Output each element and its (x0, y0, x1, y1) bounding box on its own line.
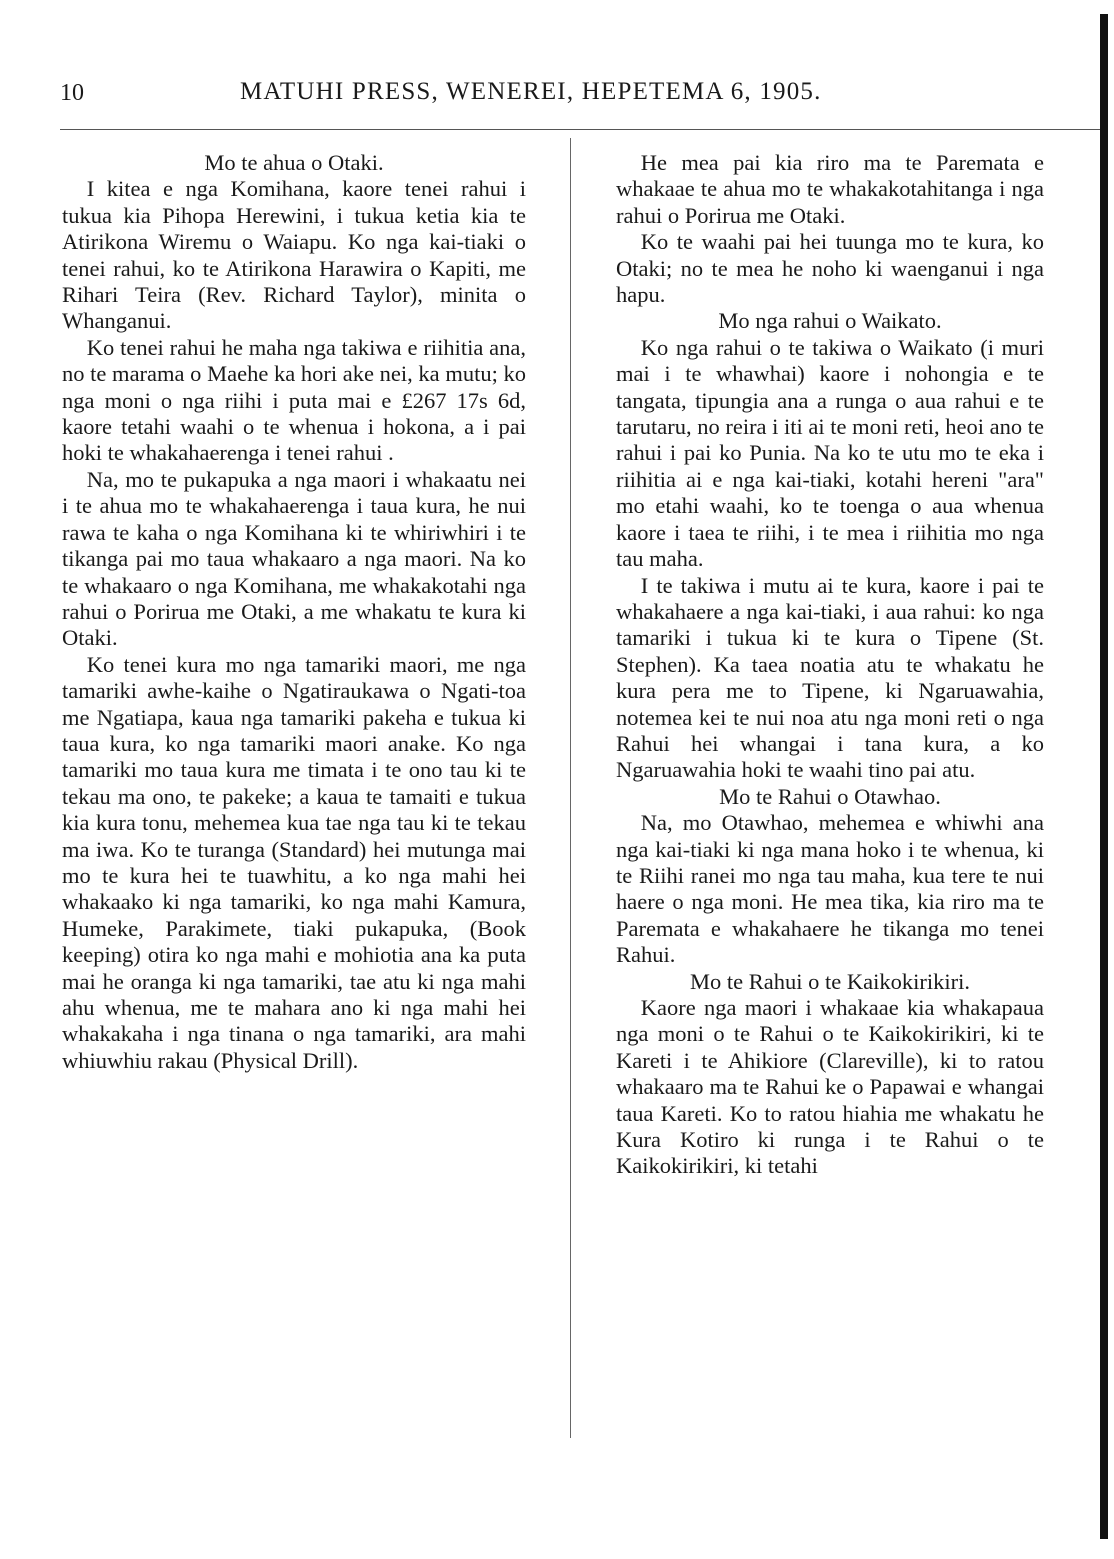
left-column (62, 150, 526, 1074)
paragraph: Ko tenei kura mo nga tamariki maori, me nga tamariki awhe-kaihe o Ngatiraukawa o Ngati-toa me Ngatiapa, kaua nga tamariki pakeha e tukua ki taua kura, ko nga tamariki maori anake. Ko nga tamariki mo taua kura me timata i te ono tau ki te tekau ma ono, te pakeke; a kaua te tamaiti e tukua kia kura tonu, mehemea kua tae nga tau ki te tekau ma iwa. Ko te turanga (Standard) hei mutunga mai mo te kura hei te tuawhitu, a ko nga mahi hei whakaako ki nga tamariki, ko nga mahi Kamura, Humeke, Parakimete, tiaki pukapuka, (Book keeping) otira ko nga mahi e mohiotia ana ka puta mai he oranga ki nga tamariki, tae atu ki nga mahi ahu whenua, me te mahara ano ki nga mahi hei whakakaha i nga tinana o nga tamariki, ara mahi whiuwhiu rakau (Physical Drill). (62, 651, 526, 1073)
paragraph: I kitea e nga Komihana, kaore tenei rahui i tukua kia Pihopa Herewini, i tukua ketia kia te Atirikona Wiremu o Waiapu. Ko nga kai-tiaki o tenei rahui, ko te Atirikona Harawira o Kapiti, me Rihari Teira (Rev. Richard Taylor), minita o Whanganui. (62, 176, 526, 334)
page-number: 10 (60, 80, 84, 106)
paragraph: Kaore nga maori i whakaae kia whakapaua nga moni o te Rahui o te Kaikokirikiri, ki te Kareti i te Ahikiore (Clareville), ki to ratou whakaaro ma te Rahui ke o Papawai e whangai taua Kareti. Ko to ratou hiahia me whakatu he Kura Kotiro ki runga i te Rahui o te Kaikokirikiri, ki tetahi (616, 995, 1044, 1179)
header-rule (60, 129, 1100, 130)
column-divider (570, 138, 571, 1438)
paragraph: Ko tenei rahui he maha nga takiwa e riihitia ana, no te marama o Maehe ka hori ake nei, ka mutu; ko nga moni o nga riihi i puta mai e £267 17s 6d, kaore tetahi waahi o te whenua i hokona, a i pai hoki te whakahaerenga i tenei rahui . (62, 334, 526, 466)
paragraph: Ko te waahi pai hei tuunga mo te kura, ko Otaki; no te mea he noho ki waenganui i nga hapu. (616, 229, 1044, 308)
paragraph: Na, mo Otawhao, mehemea e whiwhi ana nga kai-tiaki ki nga mana hoko i te whenua, ki te Riihi ranei mo nga tau maha, kua tere te nui haere o nga moni. He mea tika, kia riro ma te Paremata e whakahaere he tikanga mo tenei Rahui. (616, 810, 1044, 968)
paragraph: I te takiwa i mutu ai te kura, kaore i pai te whakahaere a nga kai-tiaki, i aua rahui: ko nga tamariki i tukua ki te kura o Tipene (St. Stephen). Ka taea noatia atu te whakatu he kura pera me to Tipene, ki Ngaruawahia, notemea kei te nui noa atu nga moni reti o nga Rahui hei whangai i tana kura, a ko Ngaruawahia hoki te waahi tino pai atu. (616, 572, 1044, 783)
running-title: MATUHI PRESS, WENEREI, HEPETEMA 6, 1905. (240, 78, 822, 105)
section-heading-waikato: Mo nga rahui o Waikato. (718, 308, 942, 334)
right-column (616, 150, 1044, 1180)
paragraph: Ko nga rahui o te takiwa o Waikato (i muri mai i te whawhai) kaore i nohongia e te tangata, tipungia ana a runga o aua rahui e te tarutaru, no reira i iti ai te moni reti, heoi ano te rahui i pai ko Punia. Na ko te utu mo te eka i riihitia ai e nga kai-tiaki, kotahi hereni "ara" mo etahi waahi, ko te toenga o aua whenua kaore i taea te riihi, i te mea i riihitia mo nga tau maha. (616, 334, 1044, 572)
paragraph: Na, mo te pukapuka a nga maori i whakaatu nei i te ahua mo te whakahaerenga i taua kura, he nui rawa te kaha o nga Komihana ki te whiriwhiri i te tikanga pai mo taua whakaaro a nga maori. Na ko te whakaaro o nga Komihana, me whakakotahi nga rahui o Porirua me Otaki, a me whakatu te kura ki Otaki. (62, 466, 526, 651)
right-edge-bar (1100, 14, 1108, 1539)
section-heading-otawhao: Mo te Rahui o Otawhao. (719, 783, 941, 809)
section-heading-otaki: Mo te ahua o Otaki. (204, 150, 384, 175)
paragraph: He mea pai kia riro ma te Paremata e whakaae te ahua mo te whakakotahitanga i nga rahui o Porirua me Otaki. (616, 150, 1044, 228)
section-heading-kaikokirikiri: Mo te Rahui o te Kaikokirikiri. (690, 968, 970, 994)
